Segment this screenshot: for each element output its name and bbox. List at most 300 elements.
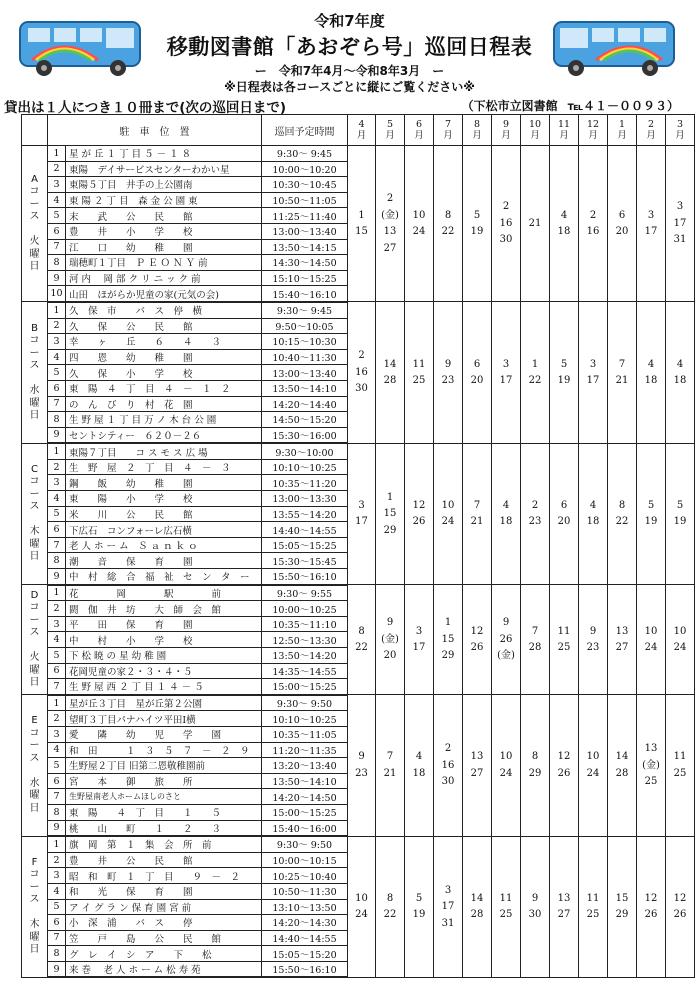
visit-date: 22 bbox=[441, 226, 455, 238]
stop-number: 3 bbox=[48, 726, 66, 742]
stop-name: 和 田 １ ３ ５ ７ － ２ ９ bbox=[66, 742, 262, 758]
stop-name: 幸 ヶ 丘 ６ ４ ３ bbox=[66, 334, 262, 350]
stop-time: 9:30～10:00 bbox=[262, 443, 348, 459]
visit-date: 8 bbox=[358, 625, 365, 637]
stop-time: 15:05～15:20 bbox=[262, 946, 348, 962]
stop-number: 1 bbox=[48, 146, 66, 162]
stop-time: 15:00～15:25 bbox=[262, 679, 348, 695]
visit-dates bbox=[608, 443, 637, 584]
visit-date: 11 bbox=[557, 625, 571, 637]
stop-name: 生 野 屋 ２ 丁 目 ４ － ３ bbox=[66, 459, 262, 475]
stop-name: 潮 音 保 育 園 bbox=[66, 553, 262, 569]
stop-time: 15:50～16:10 bbox=[262, 569, 348, 585]
visit-date: 23 bbox=[528, 516, 542, 528]
visit-date: 29 bbox=[441, 650, 455, 662]
visit-date: 20 bbox=[470, 375, 484, 387]
course-label: E コ ー ス 水 曜 日 bbox=[22, 695, 48, 836]
visit-dates bbox=[405, 585, 434, 695]
stop-name: 米 川 公 民 館 bbox=[66, 506, 262, 522]
visit-dates bbox=[348, 146, 376, 302]
stop-time: 10:30～10:45 bbox=[262, 177, 348, 193]
stop-time: 15:00～15:25 bbox=[262, 804, 348, 820]
visit-date: 15 bbox=[441, 633, 455, 645]
visit-dates bbox=[434, 836, 463, 977]
visit-date: 29 bbox=[528, 767, 542, 779]
month-header: 6 月 bbox=[405, 115, 434, 146]
header-row bbox=[22, 115, 695, 146]
visit-date: 17 bbox=[586, 375, 600, 387]
visit-date: 15 bbox=[383, 508, 397, 520]
stop-number: 9 bbox=[48, 270, 66, 286]
visit-dates bbox=[521, 585, 550, 695]
visit-date: 11 bbox=[586, 892, 600, 904]
visit-dates bbox=[608, 836, 637, 977]
visit-date: 7 bbox=[386, 751, 394, 763]
corner-cell bbox=[22, 115, 48, 146]
visit-dates bbox=[637, 695, 666, 836]
visit-date: 13 bbox=[644, 743, 658, 755]
visit-date: 14 bbox=[383, 358, 397, 370]
stop-time: 13:50～14:10 bbox=[262, 773, 348, 789]
visit-date: 10 bbox=[644, 625, 658, 637]
stop-time: 9:50～10:05 bbox=[262, 318, 348, 334]
stop-name: 旗 岡 第 １ 集 会 所 前 bbox=[66, 836, 262, 852]
table-row bbox=[22, 302, 695, 318]
stop-name: ア イ グ ラ ン 保 育 園 宮 前 bbox=[66, 899, 262, 915]
month-header: 5 月 bbox=[376, 115, 405, 146]
visit-date: 17 bbox=[412, 642, 426, 654]
stop-time: 14:35～14:55 bbox=[262, 663, 348, 679]
visit-date: 10 bbox=[586, 751, 600, 763]
stop-name: 久 保 市 バ ス 停 横 bbox=[66, 302, 262, 318]
stop-time: 15:30～16:00 bbox=[262, 427, 348, 443]
visit-dates bbox=[463, 443, 492, 584]
visit-date: 21 bbox=[383, 767, 397, 779]
page-title: 移動図書館「あおぞら号」巡回日程表 bbox=[166, 35, 533, 59]
stop-name: の ん び り 村 花 園 bbox=[66, 396, 262, 412]
stop-time: 15:05～15:25 bbox=[262, 537, 348, 553]
visit-date: 27 bbox=[615, 642, 629, 654]
visit-dates bbox=[376, 146, 405, 302]
stop-number: 1 bbox=[48, 695, 66, 711]
visit-dates bbox=[550, 836, 579, 977]
visit-date: 3 bbox=[502, 358, 510, 370]
stop-name: 下広石 コンフォーレ広石横 bbox=[66, 522, 262, 538]
visit-date: 22 bbox=[528, 375, 542, 387]
visit-dates bbox=[463, 585, 492, 695]
visit-date: 24 bbox=[644, 642, 658, 654]
visit-date: 5 bbox=[560, 358, 568, 370]
visit-dates bbox=[666, 585, 695, 695]
visit-date: 25 bbox=[412, 375, 426, 387]
month-header: 3 月 bbox=[666, 115, 695, 146]
visit-date: 2 bbox=[386, 193, 394, 205]
visit-date: 3 bbox=[415, 625, 423, 637]
stop-number: 1 bbox=[48, 443, 66, 459]
month-header: 10 月 bbox=[521, 115, 550, 146]
visit-dates bbox=[376, 836, 405, 977]
stop-time: 13:00～13:40 bbox=[262, 223, 348, 239]
stop-name: 星 が 丘 １ 丁 目 ５ － １ ８ bbox=[66, 146, 262, 162]
stop-number: 9 bbox=[48, 961, 66, 977]
stop-time: 12:50～13:30 bbox=[262, 632, 348, 648]
stop-name: 生 野 屋 １ 丁 目 万 ノ 木 台 公 園 bbox=[66, 412, 262, 428]
stop-number: 10 bbox=[48, 286, 66, 302]
visit-date: 8 bbox=[386, 892, 394, 904]
visit-dates bbox=[405, 836, 434, 977]
visit-dates bbox=[492, 443, 521, 584]
stop-number: 7 bbox=[48, 537, 66, 553]
stop-time: 13:50～14:15 bbox=[262, 239, 348, 255]
visit-date: 18 bbox=[499, 516, 513, 528]
stop-time: 10:10～10:25 bbox=[262, 711, 348, 727]
visit-date: 3 bbox=[589, 358, 597, 370]
stop-number: 4 bbox=[48, 742, 66, 758]
visit-dates bbox=[637, 836, 666, 977]
visit-date: 23 bbox=[441, 375, 455, 387]
visit-date: 6 bbox=[473, 358, 481, 370]
stop-name: 星が丘３丁目 星が丘第２公園 bbox=[66, 695, 262, 711]
visit-date: 1 bbox=[386, 491, 394, 503]
stop-number: 4 bbox=[48, 349, 66, 365]
visit-dates bbox=[579, 836, 608, 977]
stop-time: 11:20～11:35 bbox=[262, 742, 348, 758]
stop-time: 14:20～14:30 bbox=[262, 915, 348, 931]
visit-date: 16 bbox=[586, 226, 600, 238]
visit-date: 12 bbox=[644, 892, 658, 904]
visit-dates bbox=[608, 695, 637, 836]
visit-dates bbox=[550, 585, 579, 695]
stop-name: グ レ イ シ ア 下 松 bbox=[66, 946, 262, 962]
stop-number: 6 bbox=[48, 773, 66, 789]
visit-dates bbox=[492, 695, 521, 836]
visit-dates bbox=[550, 695, 579, 836]
stop-time: 10:50～11:30 bbox=[262, 883, 348, 899]
visit-date: 18 bbox=[586, 516, 600, 528]
month-header: 1 月 bbox=[608, 115, 637, 146]
stop-time: 9:30～ 9:55 bbox=[262, 585, 348, 601]
visit-date: 3 bbox=[444, 884, 452, 896]
stop-time: 14:30～14:50 bbox=[262, 255, 348, 271]
course-label: F コ ー ス 木 曜 日 bbox=[22, 836, 48, 977]
visit-date: 10 bbox=[441, 499, 455, 511]
stop-number: 8 bbox=[48, 255, 66, 271]
visit-dates bbox=[550, 146, 579, 302]
visit-dates bbox=[579, 443, 608, 584]
visit-date: 10 bbox=[673, 625, 687, 637]
visit-dates bbox=[376, 695, 405, 836]
stop-name: 来 巻 老 人 ホ ー ム 松 寿 苑 bbox=[66, 961, 262, 977]
visit-date: 9 bbox=[358, 751, 365, 763]
visit-dates bbox=[521, 443, 550, 584]
visit-dates bbox=[579, 695, 608, 836]
stop-name: 豊 井 公 民 館 bbox=[66, 852, 262, 868]
visit-date: 31 bbox=[673, 234, 687, 246]
stop-name: 東陽 デイサービスセンターわかい星 bbox=[66, 161, 262, 177]
visit-date: 10 bbox=[355, 892, 368, 904]
visit-dates bbox=[376, 443, 405, 584]
table-row bbox=[22, 585, 695, 601]
visit-date: 5 bbox=[647, 499, 655, 511]
visit-date: 9 bbox=[444, 358, 452, 370]
visit-dates bbox=[405, 443, 434, 584]
month-header: 8 月 bbox=[463, 115, 492, 146]
visit-date: 4 bbox=[560, 209, 568, 221]
stop-number: 3 bbox=[48, 475, 66, 491]
visit-dates bbox=[492, 836, 521, 977]
stop-number: 1 bbox=[48, 585, 66, 601]
stop-time: 15:10～15:25 bbox=[262, 270, 348, 286]
visit-dates bbox=[637, 443, 666, 584]
stop-time: 14:50～15:20 bbox=[262, 412, 348, 428]
visit-date: 4 bbox=[589, 499, 597, 511]
visit-date: 9 bbox=[386, 617, 394, 629]
visit-date: 1 bbox=[444, 617, 452, 629]
visit-date: 26 bbox=[557, 767, 571, 779]
stop-name: 下 松 暁 の 星 幼 稚 園 bbox=[66, 648, 262, 664]
month-header: 4 月 bbox=[348, 115, 376, 146]
stop-number: 2 bbox=[48, 852, 66, 868]
visit-date: 14 bbox=[470, 892, 484, 904]
visit-dates bbox=[348, 302, 376, 443]
stop-name: 豊 井 小 学 校 bbox=[66, 223, 262, 239]
visit-date: 30 bbox=[499, 234, 513, 246]
visit-date: 16 bbox=[441, 759, 455, 771]
visit-date: 2 bbox=[531, 499, 539, 511]
visit-date: 12 bbox=[673, 892, 687, 904]
loan-limit: 貸出は１人につき１０冊まで(次の巡回日まで) bbox=[4, 100, 287, 116]
stop-time: 9:30～ 9:50 bbox=[262, 836, 348, 852]
table-row bbox=[22, 836, 695, 852]
stop-number: 6 bbox=[48, 522, 66, 538]
visit-date: 3 bbox=[358, 499, 365, 511]
stop-time: 9:30～ 9:45 bbox=[262, 146, 348, 162]
stop-number: 4 bbox=[48, 632, 66, 648]
stop-number: 6 bbox=[48, 915, 66, 931]
visit-date: 24 bbox=[586, 767, 600, 779]
stop-number: 9 bbox=[48, 820, 66, 836]
stop-name: 河 内 岡 部 ク リ ニ ッ ク 前 bbox=[66, 270, 262, 286]
visit-date: 2 bbox=[589, 209, 597, 221]
course-label: D コ ー ス 火 曜 日 bbox=[22, 585, 48, 695]
course-label: C コ ー ス 木 曜 日 bbox=[22, 443, 48, 584]
month-header: 7 月 bbox=[434, 115, 463, 146]
visit-date: 9 bbox=[502, 617, 510, 629]
visit-dates bbox=[579, 302, 608, 443]
visit-date: 25 bbox=[673, 767, 687, 779]
visit-date: (金) bbox=[497, 650, 515, 662]
visit-dates bbox=[666, 146, 695, 302]
visit-date: 26 bbox=[499, 633, 513, 645]
visit-date: 16 bbox=[355, 366, 368, 378]
visit-date: 11 bbox=[673, 751, 687, 763]
stop-number: 9 bbox=[48, 427, 66, 443]
visit-date: (金) bbox=[381, 633, 399, 645]
course-label: B コ ー ス 水 曜 日 bbox=[22, 302, 48, 443]
month-header: 11 月 bbox=[550, 115, 579, 146]
visit-date: 17 bbox=[673, 217, 687, 229]
visit-date: 25 bbox=[557, 642, 571, 654]
visit-date: 20 bbox=[615, 226, 629, 238]
stop-number: 5 bbox=[48, 506, 66, 522]
visit-date: 24 bbox=[412, 226, 426, 238]
visit-date: 9 bbox=[531, 892, 539, 904]
stop-time: 15:40～16:10 bbox=[262, 286, 348, 302]
visit-date: 4 bbox=[502, 499, 510, 511]
visit-date: 17 bbox=[499, 375, 513, 387]
visit-date: 21 bbox=[470, 516, 484, 528]
visit-date: 11 bbox=[412, 358, 426, 370]
visit-date: 19 bbox=[412, 909, 426, 921]
stop-time: 13:55～14:20 bbox=[262, 506, 348, 522]
visit-dates bbox=[666, 836, 695, 977]
visit-date: 19 bbox=[470, 226, 484, 238]
visit-dates bbox=[376, 302, 405, 443]
table-row bbox=[22, 443, 695, 459]
visit-dates bbox=[463, 836, 492, 977]
visit-date: 8 bbox=[444, 209, 452, 221]
stop-time: 9:30～ 9:50 bbox=[262, 695, 348, 711]
visit-date: 24 bbox=[441, 516, 455, 528]
visit-date: 22 bbox=[355, 642, 368, 654]
stop-number: 7 bbox=[48, 930, 66, 946]
visit-date: 9 bbox=[589, 625, 597, 637]
stop-name: 笠 戸 島 公 民 館 bbox=[66, 930, 262, 946]
time-header: 巡回予定時間 bbox=[262, 115, 348, 146]
visit-date: 25 bbox=[644, 776, 658, 788]
stop-name: 小 深 浦 バ ス 停 bbox=[66, 915, 262, 931]
visit-dates bbox=[608, 585, 637, 695]
visit-date: 28 bbox=[528, 642, 542, 654]
stop-time: 15:50～16:10 bbox=[262, 961, 348, 977]
visit-date: 20 bbox=[557, 516, 571, 528]
stop-number: 9 bbox=[48, 569, 66, 585]
visit-date: 5 bbox=[415, 892, 423, 904]
stop-name: 生 野 屋 西 ２ 丁 目 １ ４ － ５ bbox=[66, 679, 262, 695]
visit-dates bbox=[348, 836, 376, 977]
visit-dates bbox=[608, 302, 637, 443]
visit-date: 18 bbox=[412, 767, 426, 779]
visit-dates bbox=[637, 146, 666, 302]
visit-dates bbox=[521, 302, 550, 443]
table-row bbox=[22, 146, 695, 162]
stop-name: 生野屋南老人ホームほしのさと bbox=[66, 789, 262, 805]
visit-date: 14 bbox=[615, 751, 629, 763]
visit-date: 27 bbox=[557, 909, 571, 921]
visit-date: 20 bbox=[383, 650, 397, 662]
visit-date: 18 bbox=[644, 375, 658, 387]
stop-name: 東陽５丁目 井手の上公園南 bbox=[66, 177, 262, 193]
visit-dates bbox=[550, 443, 579, 584]
stop-number: 8 bbox=[48, 946, 66, 962]
library-name: （下松市立図書館 bbox=[461, 99, 558, 113]
stop-number: 7 bbox=[48, 789, 66, 805]
stop-number: 6 bbox=[48, 663, 66, 679]
visit-date: 11 bbox=[499, 892, 513, 904]
stop-time: 13:20～13:40 bbox=[262, 758, 348, 774]
stop-name: 閼 伽 井 坊 大 師 会 館 bbox=[66, 601, 262, 617]
visit-date: 26 bbox=[412, 516, 426, 528]
visit-dates bbox=[637, 585, 666, 695]
stop-time: 9:30～ 9:45 bbox=[262, 302, 348, 318]
reading-note: ※日程表は各コースごとに縦にご覧ください※ bbox=[224, 80, 475, 94]
schedule-period: ー 令和7年4月～令和8年3月 ー bbox=[254, 64, 445, 78]
visit-date: 2 bbox=[502, 201, 510, 213]
visit-date: 24 bbox=[499, 767, 513, 779]
stop-name: 末 武 公 民 館 bbox=[66, 208, 262, 224]
visit-date: 30 bbox=[441, 776, 455, 788]
visit-date: 28 bbox=[470, 909, 484, 921]
visit-dates bbox=[521, 146, 550, 302]
visit-date: 13 bbox=[557, 892, 571, 904]
visit-dates bbox=[434, 302, 463, 443]
stop-name: 久 保 公 民 館 bbox=[66, 318, 262, 334]
visit-date: 28 bbox=[383, 375, 397, 387]
visit-date: 10 bbox=[412, 209, 426, 221]
visit-date: 17 bbox=[355, 516, 368, 528]
stop-time: 14:40～14:55 bbox=[262, 522, 348, 538]
visit-dates bbox=[348, 443, 376, 584]
visit-dates bbox=[666, 302, 695, 443]
visit-date: (金) bbox=[642, 759, 660, 771]
stop-time: 10:50～11:05 bbox=[262, 192, 348, 208]
visit-date: 24 bbox=[355, 909, 368, 921]
stop-name: 東 陽 ４ 丁 目 ４ － １ ２ bbox=[66, 380, 262, 396]
stop-name: 四 恩 幼 稚 園 bbox=[66, 349, 262, 365]
visit-date: 26 bbox=[644, 909, 658, 921]
stop-number: 5 bbox=[48, 365, 66, 381]
visit-date: 24 bbox=[673, 642, 687, 654]
visit-date: 12 bbox=[557, 751, 571, 763]
stop-name: 東 陽 ４ 丁 目 １ ５ bbox=[66, 804, 262, 820]
table-row bbox=[22, 695, 695, 711]
stop-number: 5 bbox=[48, 758, 66, 774]
visit-dates bbox=[434, 443, 463, 584]
visit-date: 12 bbox=[470, 625, 484, 637]
visit-date: 13 bbox=[383, 226, 397, 238]
stop-name: 中 村 小 学 校 bbox=[66, 632, 262, 648]
visit-date: 16 bbox=[499, 217, 513, 229]
stop-name: 昭 和 町 １ 丁 目 ９ － ２ bbox=[66, 868, 262, 884]
visit-dates bbox=[492, 302, 521, 443]
visit-date: 22 bbox=[383, 909, 397, 921]
stop-name: 望町３丁目パナハイツ平田Ⅰ横 bbox=[66, 711, 262, 727]
visit-dates bbox=[521, 836, 550, 977]
visit-date: 18 bbox=[557, 226, 571, 238]
stop-time: 13:50～14:10 bbox=[262, 380, 348, 396]
stop-time: 13:00～13:30 bbox=[262, 491, 348, 507]
visit-date: 25 bbox=[499, 909, 513, 921]
visit-dates bbox=[666, 695, 695, 836]
stop-number: 1 bbox=[48, 302, 66, 318]
visit-date: 5 bbox=[473, 209, 481, 221]
stop-time: 14:20～14:40 bbox=[262, 396, 348, 412]
stop-number: 3 bbox=[48, 868, 66, 884]
visit-dates bbox=[463, 146, 492, 302]
visit-date: 13 bbox=[615, 625, 629, 637]
stop-name: 中 村 総 合 福 祉 セ ン タ ー bbox=[66, 569, 262, 585]
stop-name: 東陽７丁目 コ ス モ ス 広 場 bbox=[66, 443, 262, 459]
visit-dates bbox=[348, 695, 376, 836]
visit-date: 19 bbox=[644, 516, 658, 528]
visit-date: 15 bbox=[355, 226, 368, 238]
stop-time: 10:10～10:25 bbox=[262, 459, 348, 475]
visit-dates bbox=[521, 695, 550, 836]
visit-date: 12 bbox=[412, 499, 426, 511]
visit-date: 30 bbox=[355, 383, 368, 395]
month-header: 12 月 bbox=[579, 115, 608, 146]
visit-date: 29 bbox=[615, 909, 629, 921]
